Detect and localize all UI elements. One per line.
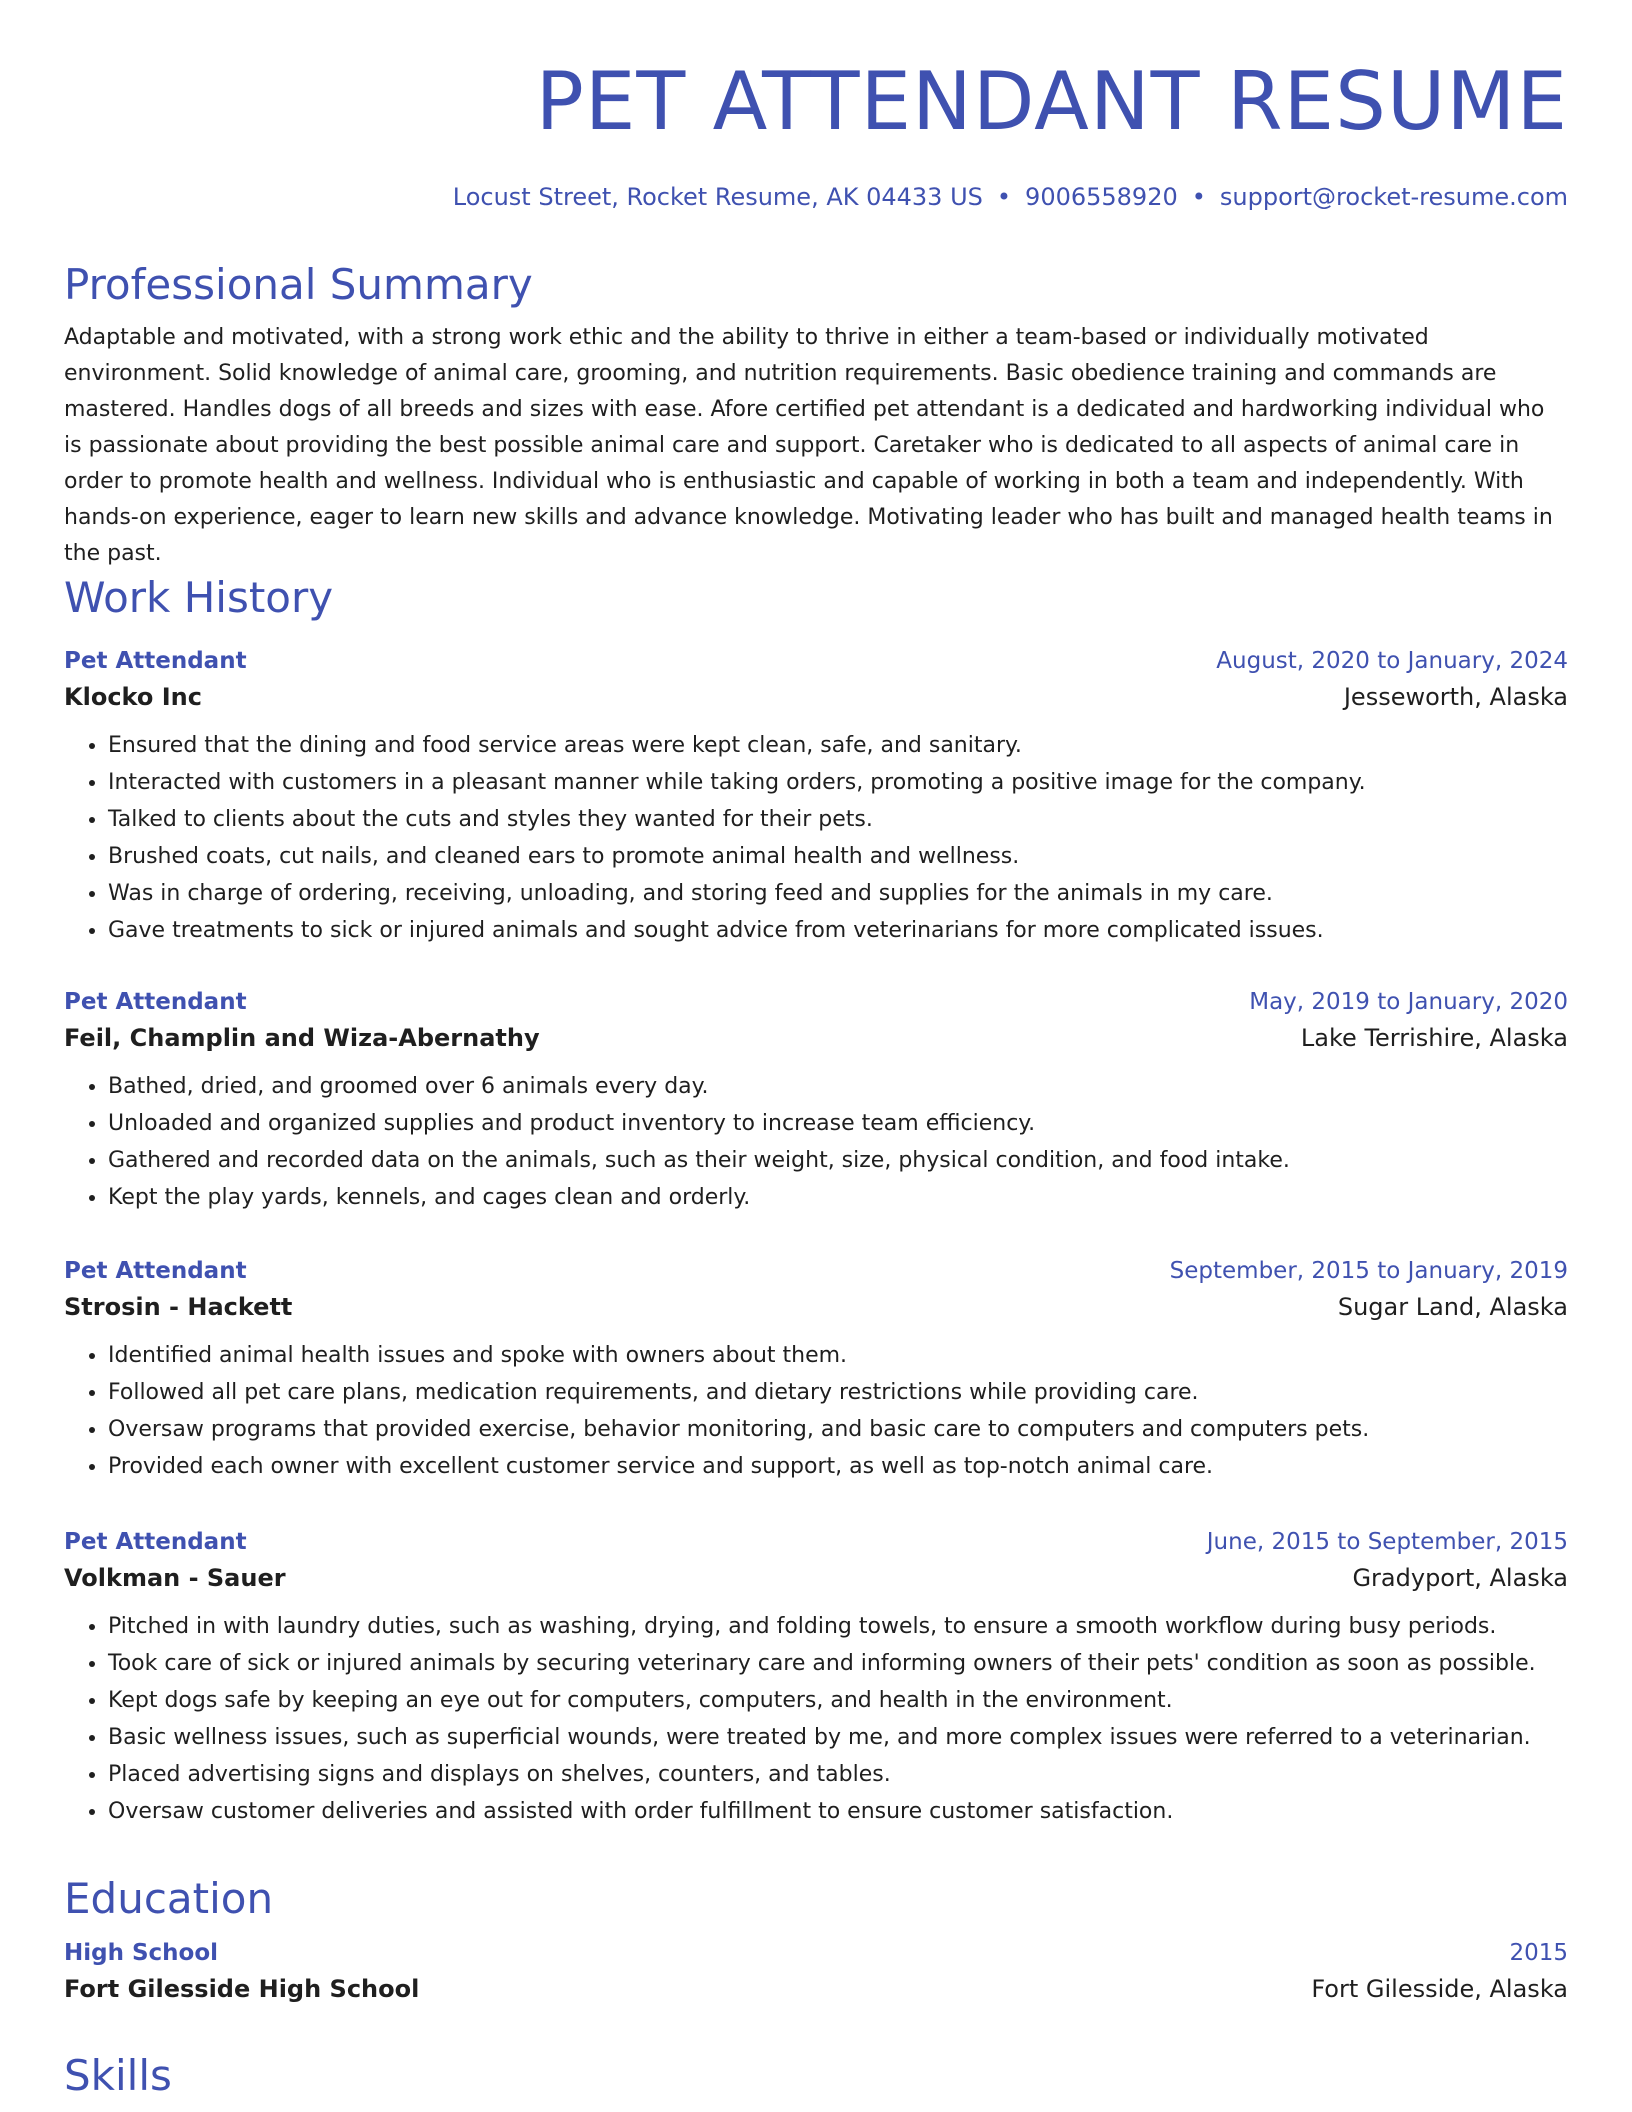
- skills-section: [64, 2051, 1568, 2101]
- summary-heading: Professional Summary: [64, 260, 533, 309]
- contact-phone: 9006558920: [1025, 183, 1178, 211]
- job-dates: August, 2020 to January, 2024: [1216, 648, 1568, 674]
- job-company: Feil, Champlin and Wiza-Abernathy: [64, 1024, 540, 1052]
- duty-list: [64, 1608, 1568, 1830]
- education-section: [64, 1874, 1568, 2005]
- duty-item: • Oversaw programs that provided exercise, behavior monitoring, and basic care to computers and computers pets.: [108, 1411, 1568, 1448]
- education-degree: High School: [64, 1940, 219, 1966]
- job-title: Pet Attendant: [64, 648, 247, 674]
- duty-item: • Talked to clients about the cuts and styles they wanted for their pets.: [108, 801, 1568, 838]
- contact-separator: •: [996, 183, 1012, 211]
- education-heading: Education: [64, 1874, 274, 1923]
- education-school: Fort Gilesside High School: [64, 1975, 420, 2003]
- duty-item: • Unloaded and organized supplies and product inventory to increase team efficiency.: [108, 1105, 1568, 1142]
- resume-title: PET ATTENDANT RESUME: [535, 55, 1568, 148]
- education-location: Fort Gilesside, Alaska: [1311, 1975, 1568, 2003]
- work-history-section: [64, 573, 1568, 623]
- job-location: Gradyport, Alaska: [1352, 1564, 1568, 1592]
- job-company: Klocko Inc: [64, 683, 202, 711]
- duty-item: • Brushed coats, cut nails, and cleaned ears to promote animal health and wellness.: [108, 838, 1568, 875]
- duty-item: • Was in charge of ordering, receiving, unloading, and storing feed and supplies for the animals in my care.: [108, 875, 1568, 912]
- duty-item: • Kept the play yards, kennels, and cages clean and orderly.: [108, 1179, 1568, 1216]
- job-dates: September, 2015 to January, 2019: [1169, 1258, 1568, 1284]
- contact-email: support@rocket-resume.com: [1219, 183, 1568, 211]
- job-entry: [64, 646, 1568, 949]
- contact-line: [453, 182, 1568, 212]
- duty-item: • Took care of sick or injured animals by securing veterinary care and informing owners of their pets' condition as soon as possible.: [108, 1645, 1568, 1682]
- job-company: Volkman - Sauer: [64, 1564, 286, 1592]
- job-dates: June, 2015 to September, 2015: [1206, 1529, 1568, 1555]
- job-company: Strosin - Hackett: [64, 1293, 293, 1321]
- work-history-heading: Work History: [64, 573, 334, 622]
- duty-item: • Pitched in with laundry duties, such as washing, drying, and folding towels, to ensure a smooth workflow during busy periods.: [108, 1608, 1568, 1645]
- duty-item: • Ensured that the dining and food service areas were kept clean, safe, and sanitary.: [108, 727, 1568, 764]
- duty-list: [64, 727, 1568, 949]
- duty-item: • Basic wellness issues, such as superficial wounds, were treated by me, and more complex issues were referred to a veterinarian.: [108, 1719, 1568, 1756]
- education-year: 2015: [1509, 1940, 1568, 1966]
- contact-address: Locust Street, Rocket Resume, AK 04433 US: [452, 183, 983, 211]
- skills-heading: Skills: [64, 2051, 172, 2100]
- duty-item: • Kept dogs safe by keeping an eye out for computers, computers, and health in the environment.: [108, 1682, 1568, 1719]
- job-entry: [64, 1256, 1568, 1485]
- job-title: Pet Attendant: [64, 1529, 247, 1555]
- summary-section: [64, 260, 1568, 572]
- duty-item: • Gave treatments to sick or injured animals and sought advice from veterinarians for more complicated issues.: [108, 912, 1568, 949]
- duty-item: • Followed all pet care plans, medication requirements, and dietary restrictions while providing care.: [108, 1374, 1568, 1411]
- duty-item: • Bathed, dried, and groomed over 6 animals every day.: [108, 1068, 1568, 1105]
- duty-item: • Placed advertising signs and displays on shelves, counters, and tables.: [108, 1756, 1568, 1793]
- duty-item: • Identified animal health issues and spoke with owners about them.: [108, 1337, 1568, 1374]
- contact-separator: •: [1191, 183, 1206, 211]
- job-title: Pet Attendant: [64, 989, 247, 1015]
- duty-item: • Provided each owner with excellent customer service and support, as well as top-notch animal care.: [108, 1448, 1568, 1485]
- job-location: Lake Terrishire, Alaska: [1300, 1024, 1568, 1052]
- job-entry: [64, 1527, 1568, 1830]
- job-location: Jesseworth, Alaska: [1343, 683, 1568, 711]
- job-location: Sugar Land, Alaska: [1337, 1293, 1568, 1321]
- duty-list: [64, 1068, 1568, 1216]
- duty-item: • Gathered and recorded data on the animals, such as their weight, size, physical condition, and food intake.: [108, 1142, 1568, 1179]
- duty-item: • Interacted with customers in a pleasant manner while taking orders, promoting a positive image for the company.: [108, 764, 1568, 801]
- duty-item: • Oversaw customer deliveries and assisted with order fulfillment to ensure customer satisfaction.: [108, 1793, 1568, 1830]
- duty-list: [64, 1337, 1568, 1485]
- job-entry: [64, 987, 1568, 1216]
- job-title: Pet Attendant: [64, 1258, 247, 1284]
- job-dates: May, 2019 to January, 2020: [1249, 989, 1568, 1015]
- summary-text: Adaptable and motivated, with a strong work ethic and the ability to thrive in either a team-based or individually motivated environment. Solid knowledge of animal care, grooming, and nutrition requirements. Basic obedience training and commands are mastered. Handles dogs of all breeds and sizes with ease. Afore certified pet attendant is a dedicated and hardworking individual who is passionate about providing the best possible animal care and support. Caretaker who is dedicated to all aspects of animal care in order to promote health and wellness. Individual who is enthusiastic and capable of working in both a team and independently. With hands-on experience, eager to learn new skills and advance knowledge. Motivating leader who has built and managed health teams in the past.: [64, 325, 1553, 566]
